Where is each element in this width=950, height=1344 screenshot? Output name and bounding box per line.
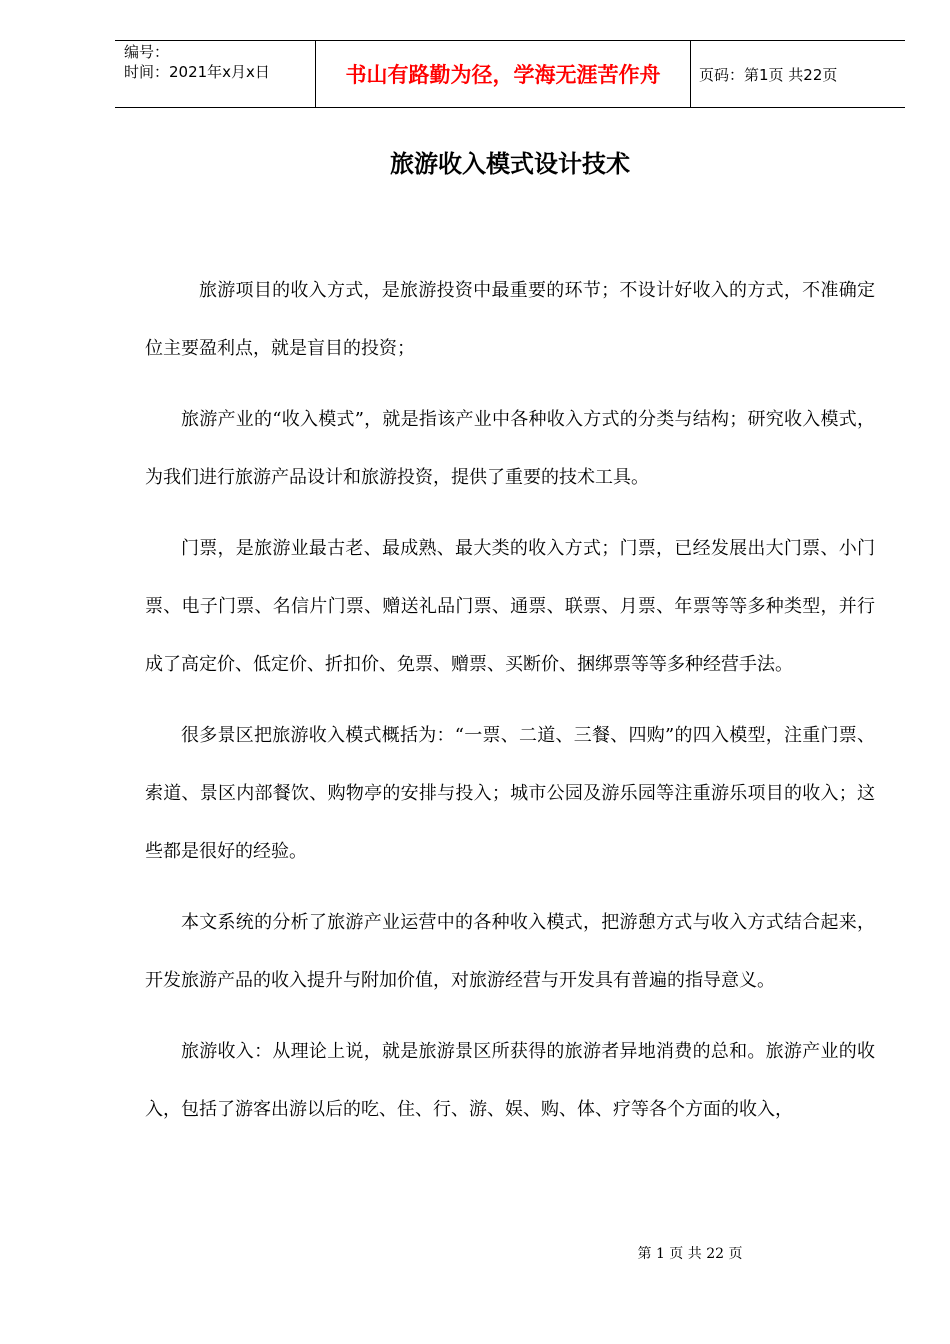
header-page-info: 页码：第1页 共22页 [699, 66, 838, 84]
page-header [115, 40, 905, 108]
body-paragraph: 门票，是旅游业最古老、最成熟、最大类的收入方式；门票，已经发展出大门票、小门票、电子门票、名信片门票、赠送礼品门票、通票、联票、月票、年票等等多种类型，并行成了高定价、低定价、折扣价、免票、赠票、买断价、捆绑票等等多种经营手法。 [145, 538, 875, 675]
header-motto-cell [315, 41, 691, 107]
body-paragraph: 本文系统的分析了旅游产业运营中的各种收入模式，把游憩方式与收入方式结合起来，开发旅游产品的收入提升与附加价值，对旅游经营与开发具有普遍的指导意义。 [145, 912, 875, 991]
document-time-label: 时间：2021年x月x日 [124, 63, 270, 81]
body-paragraph: 旅游收入：从理论上说，就是旅游景区所获得的旅游者异地消费的总和。旅游产业的收入，包括了游客出游以后的吃、住、行、游、娱、购、体、疗等各个方面的收入， [145, 1041, 875, 1120]
page-footer: 第 1 页 共 22 页 [637, 1246, 743, 1262]
document-number-label: 编号： [124, 43, 170, 61]
header-motto: 书山有路勤为径，学海无涯苦作舟 [345, 63, 661, 87]
header-meta-cell [115, 41, 315, 107]
header-page-cell [690, 41, 905, 107]
document-body [145, 262, 875, 1152]
body-paragraph: 旅游产业的“收入模式”，就是指该产业中各种收入方式的分类与结构；研究收入模式，为我们进行旅游产品设计和旅游投资，提供了重要的技术工具。 [145, 409, 875, 488]
body-paragraph: 旅游项目的收入方式，是旅游投资中最重要的环节；不设计好收入的方式，不准确定位主要盈利点，就是盲目的投资； [145, 280, 875, 359]
body-paragraph: 很多景区把旅游收入模式概括为：“一票、二道、三餐、四购”的四入模型，注重门票、索道、景区内部餐饮、购物亭的安排与投入；城市公园及游乐园等注重游乐项目的收入；这些都是很好的经验。 [145, 725, 875, 862]
document-title: 旅游收入模式设计技术 [390, 149, 630, 178]
